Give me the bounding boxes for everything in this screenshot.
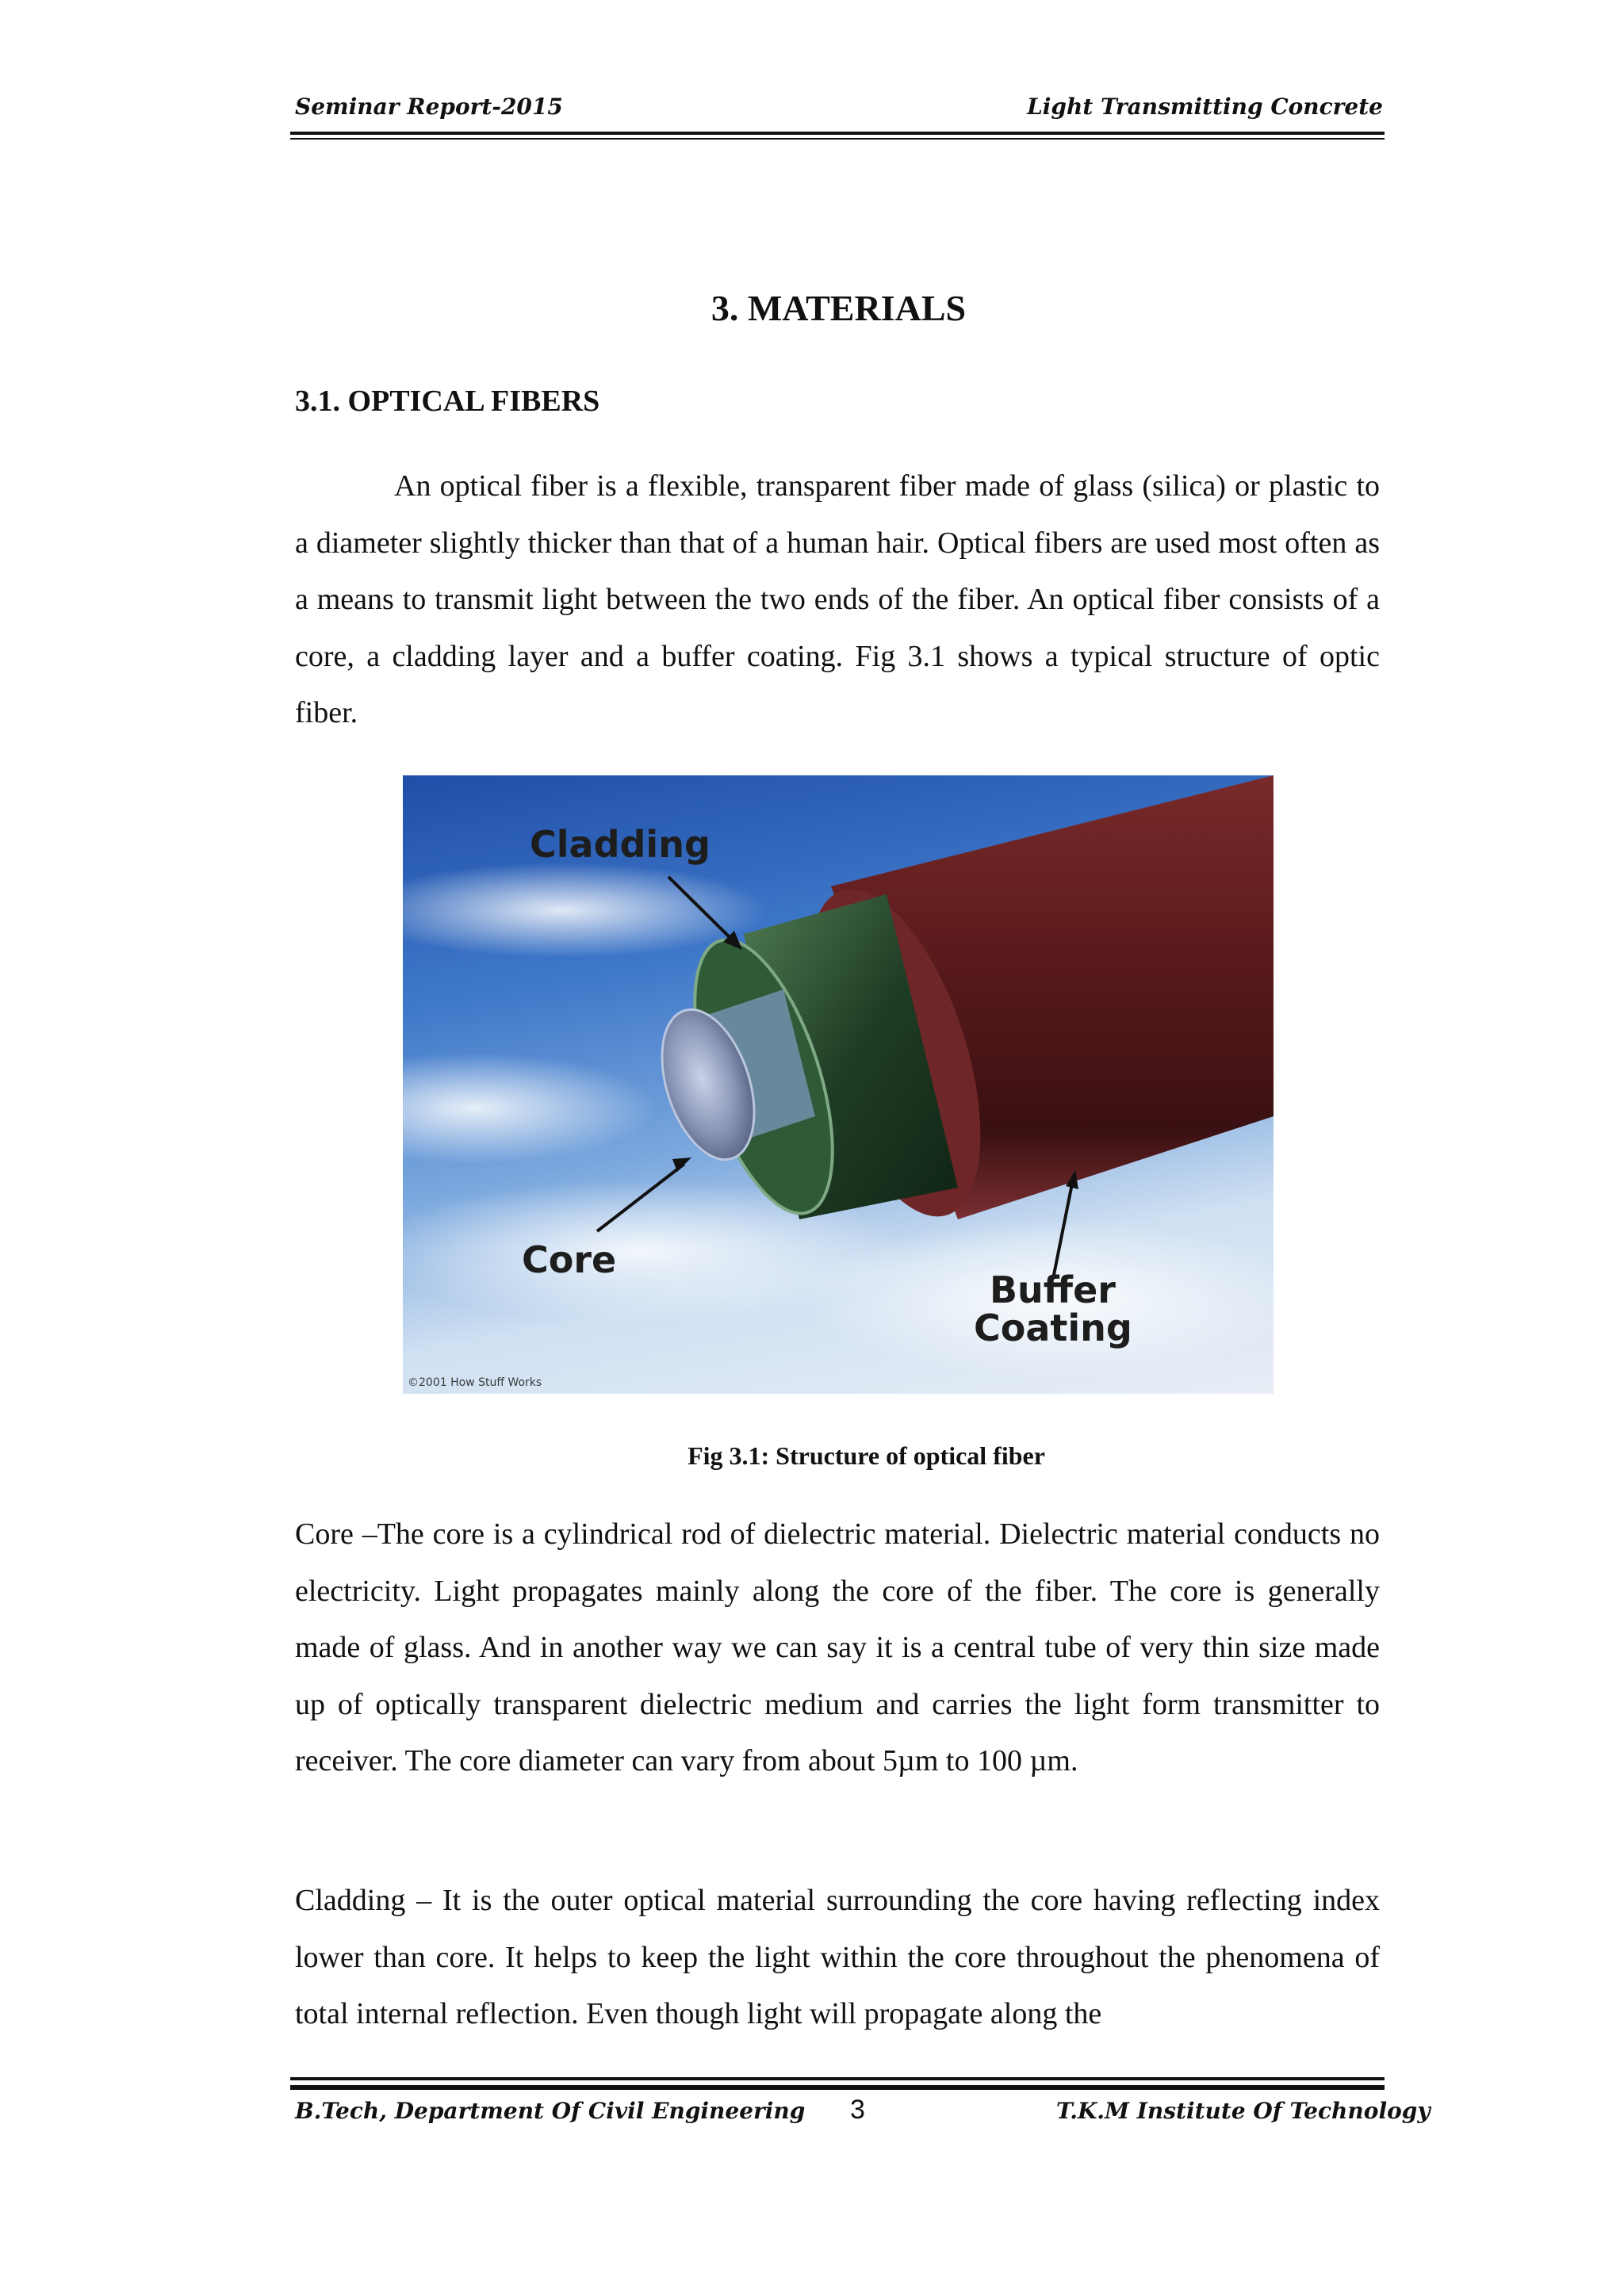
buffer-label-line1: Buffer	[990, 1269, 1116, 1311]
page-number: 3	[850, 2095, 865, 2125]
figure-copyright: ©2001 How Stuff Works	[408, 1376, 542, 1389]
core-paragraph: Core –The core is a cylindrical rod of dielectric material. Dielectric material conducts no electricity. Light propagates mainly along the core of the fiber. The core is generally made of glass. And in another way we can say it is a central tube of very thin size made up of optically transparent dielectric medium and carries the light form transmitter to receiver. The core diameter can vary from about 5µm to 100 µm.	[295, 1517, 1380, 1777]
figure-caption: Fig 3.1: Structure of optical fiber	[688, 1441, 1045, 1470]
buffer-label-line2: Coating	[974, 1307, 1132, 1349]
optical-fiber-figure	[403, 775, 1274, 1394]
footer-rule	[290, 2085, 1385, 2090]
chapter-title: 3. MATERIALS	[710, 288, 967, 328]
header-rule-thin	[290, 138, 1385, 140]
page-header	[295, 94, 1383, 120]
header-left-text: Seminar Report-2015	[295, 94, 563, 120]
footer-rule-thin	[290, 2077, 1385, 2080]
fiber-illustration	[403, 775, 1274, 1394]
section-title: 3.1. OPTICAL FIBERS	[295, 385, 600, 418]
header-rule	[290, 132, 1385, 135]
footer-left-text: B.Tech, Department Of Civil Engineering	[295, 2098, 806, 2124]
header-right-text: Light Transmitting Concrete	[1027, 94, 1383, 120]
cladding-paragraph: Cladding – It is the outer optical material surrounding the core having reflecting index lower than core. It helps to keep the light within the core throughout the phenomena of total internal reflection. Even though light will propagate along the	[295, 1884, 1380, 2030]
footer-right-text: T.K.M Institute Of Technology	[1056, 2098, 1431, 2124]
cloud-shape	[403, 1053, 657, 1164]
core-label: Core	[522, 1238, 617, 1281]
intro-paragraph: An optical fiber is a flexible, transparent fiber made of glass (silica) or plastic to a diameter slightly thicker than that of a human hair. Optical fibers are used most often as a means to transmit light between the two ends of the fiber. An optical fiber consists of a core, a cladding layer and a buffer coating. Fig 3.1 shows a typical structure of optic fiber.	[295, 469, 1380, 729]
cladding-label: Cladding	[530, 823, 710, 866]
